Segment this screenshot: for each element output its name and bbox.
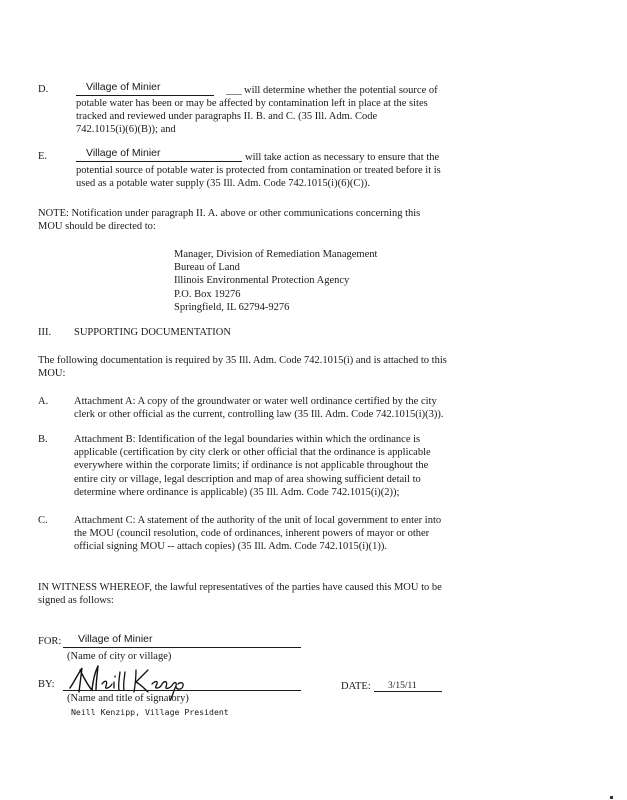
attachment-b-marker: B. (38, 434, 48, 445)
attachment-c-marker: C. (38, 515, 48, 526)
witness-paragraph (38, 581, 442, 607)
section-3-heading: SUPPORTING DOCUMENTATION (74, 327, 231, 338)
attachment-b-line-5: determine where ordinance is applicable) (35 Ill. Adm. Code 742.1015(i)(2)); (74, 486, 400, 498)
item-d-blank-tail: ___ (226, 85, 242, 96)
item-e-marker: E. (38, 151, 48, 162)
attachment-b-text (74, 433, 431, 499)
attachment-b-line-2: applicable (certification by city clerk or other official that the ordinance is applicable (74, 447, 431, 459)
item-e-line-1: will take action as necessary to ensure that the (245, 152, 440, 163)
by-caption: (Name and title of signatory) (67, 693, 189, 704)
attachment-b-line-3: everywhere within the corporate limits; if ordinance is not applicable throughout the (74, 460, 429, 472)
signatory-typed-name: Neill Kenzipp, Village President (71, 707, 229, 717)
item-e-entity-underline (76, 161, 242, 162)
witness-line-2: signed as follows: (38, 595, 114, 607)
for-value: Village of Minier (78, 633, 153, 645)
address-line-2: Bureau of Land (174, 262, 240, 274)
note-line-1: NOTE: Notification under paragraph II. A. above or other communications concerning this (38, 208, 421, 219)
address-line-4: P.O. Box 19276 (174, 288, 241, 300)
note-paragraph (38, 207, 420, 233)
address-block (174, 248, 377, 314)
attachment-b-line-1: Attachment B: Identification of the legal boundaries within which the ordinance is (74, 434, 421, 445)
attachment-a-line-1: Attachment A: A copy of the groundwater or water well ordinance certified by the city (74, 396, 437, 407)
item-e-entity-name: Village of Minier (86, 147, 161, 159)
address-line-3: Illinois Environmental Protection Agency (174, 275, 350, 287)
attachment-b-line-4: entire city or village, legal description and map of area showing sufficient detail to (74, 473, 421, 485)
section-3-intro (38, 354, 447, 380)
section-3-intro-line-2: MOU: (38, 368, 66, 380)
note-line-2: MOU should be directed to: (38, 221, 156, 233)
section-3-intro-line-1: The following documentation is required by 35 Ill. Adm. Code 742.1015(i) and is attached to this (38, 355, 447, 366)
attachment-c-line-3: official signing MOU -- attach copies) (35 Ill. Adm. Code 742.1015(i)(1)). (74, 541, 387, 553)
item-d-body (76, 97, 428, 137)
address-line-5: Springfield, IL 62794-9276 (174, 301, 290, 313)
for-label: FOR: (38, 636, 62, 647)
item-d-entity-name: Village of Minier (86, 81, 161, 93)
attachment-c-text (74, 514, 441, 554)
section-3-marker: III. (38, 327, 52, 338)
attachment-a-line-2: clerk or other official as the current, controlling law (35 Ill. Adm. Code 742.1015(i)(3)). (74, 409, 444, 421)
item-d-line-2: potable water has been or may be affected by contamination left in place at the sites (76, 98, 428, 109)
item-d-line-3: tracked and reviewed under paragraphs II. B. and C. (35 Ill. Adm. Code (76, 111, 378, 123)
item-e-body (76, 164, 441, 190)
attachment-a-marker: A. (38, 396, 49, 407)
date-value: 3/15/11 (388, 681, 417, 691)
item-e-line-2: potential source of potable water is protected from contamination or treated before it is (76, 165, 441, 176)
item-d-line-1: will determine whether the potential source of (244, 85, 438, 96)
for-underline (63, 647, 301, 648)
witness-line-1: IN WITNESS WHEREOF, the lawful representatives of the parties have caused this MOU to be (38, 582, 442, 593)
date-label: DATE: (341, 681, 371, 692)
by-label: BY: (38, 679, 55, 690)
item-d-marker: D. (38, 84, 49, 95)
item-e-line-3: used as a potable water supply (35 Ill. Adm. Code 742.1015(i)(6)(C)). (76, 178, 370, 190)
by-underline (63, 690, 301, 691)
address-line-1: Manager, Division of Remediation Management (174, 249, 378, 260)
attachment-c-line-1: Attachment C: A statement of the authority of the unit of local government to enter into (74, 515, 442, 526)
item-d-line-4: 742.1015(i)(6)(B)); and (76, 124, 176, 136)
item-d-entity-underline (76, 95, 214, 96)
for-caption: (Name of city or village) (67, 651, 172, 662)
scan-speck (610, 796, 613, 799)
date-underline (374, 691, 442, 692)
attachment-a-text (74, 395, 444, 421)
attachment-c-line-2: the MOU (council resolution, code of ordinances, inherent powers of mayor or other (74, 528, 430, 540)
